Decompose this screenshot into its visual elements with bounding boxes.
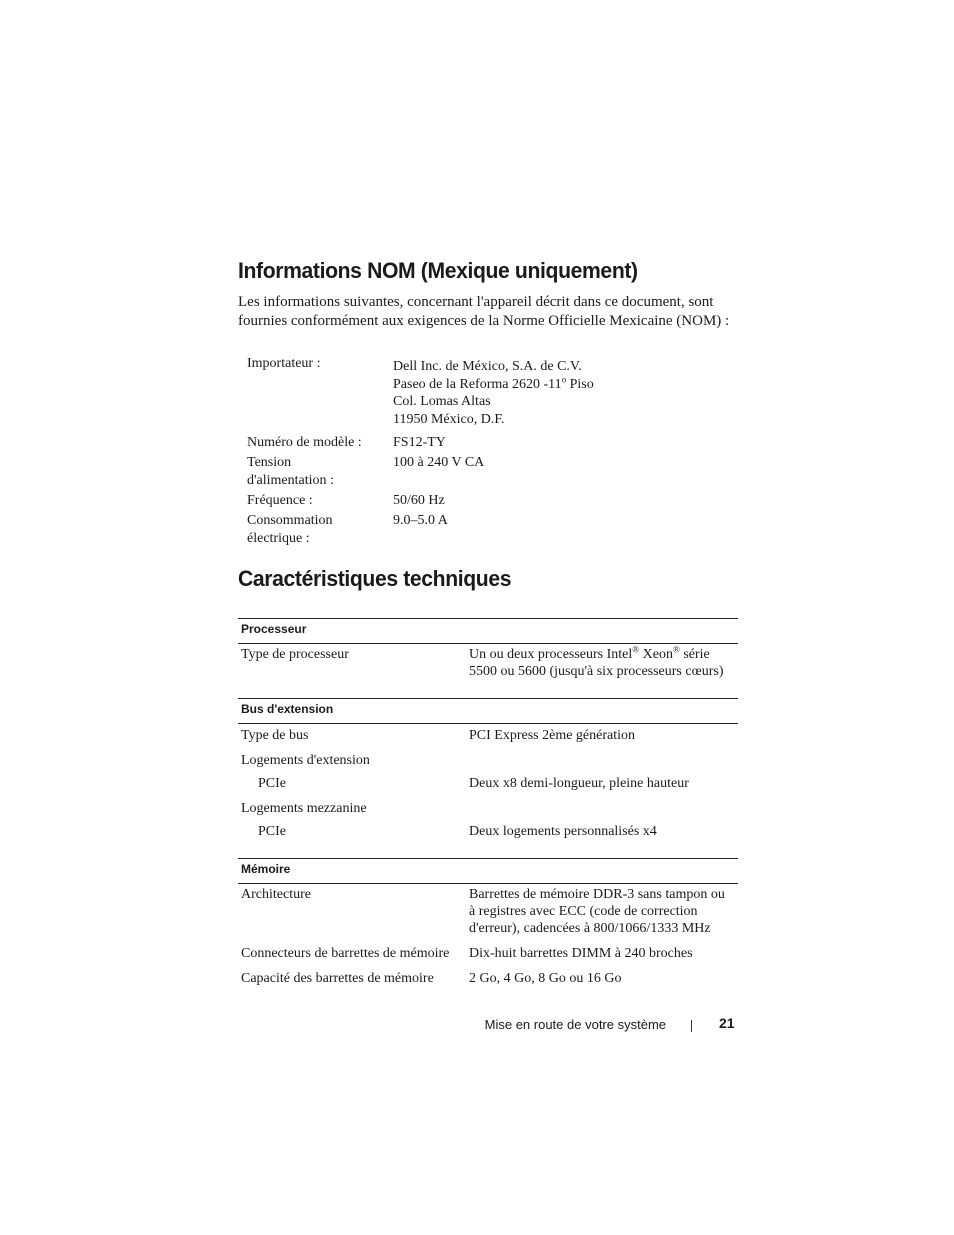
intro-line-2: fournies conformément aux exigences de la Norme Officielle Mexicaine (NOM) : [238, 313, 730, 329]
bus-type-label: Type de bus [241, 728, 309, 743]
modele-label: Numéro de modèle : [247, 435, 362, 450]
importateur-line-2: Paseo de la Reforma 2620 -11$^o$ Piso [393, 373, 594, 392]
table-row [238, 644, 738, 698]
registered-mark: ® [632, 644, 640, 655]
bus-type-value: PCI Express 2ème génération [469, 728, 636, 743]
processeur-type-value: Un ou deux processeurs Intel® Xeon® série 5500 ou 5600 (jusqu'à six processeurs cœurs) [469, 644, 724, 679]
frequence-value: 50/60 Hz [393, 493, 445, 508]
nom-intro [238, 293, 758, 331]
nom-heading: Informations NOM (Mexique uniquement) [238, 258, 638, 283]
mezzanine-label: Logements mezzanine [241, 801, 367, 816]
frequence-label: Fréquence : [247, 493, 313, 508]
logements-label: Logements d'extension [241, 753, 370, 768]
table-row [238, 884, 738, 1004]
importateur-line-4: 11950 México, D.F. [393, 411, 505, 427]
connecteurs-value: Dix-huit barrettes DIMM à 240 broches [469, 946, 693, 961]
pcie-label: PCIe [258, 776, 286, 791]
pcie-mezz-value: Deux logements personnalisés x4 [469, 824, 657, 839]
consommation-label: Consommation électrique : [247, 513, 333, 546]
specs-table [238, 618, 738, 1004]
tension-value: 100 à 240 V CA [393, 455, 485, 470]
section-header-processeur: Processeur [238, 618, 738, 644]
importateur-line-1: Dell Inc. de México, S.A. de C.V. [393, 359, 582, 374]
intro-line-1: Les informations suivantes, concernant l'appareil décrit dans ce document, sont [238, 294, 714, 310]
capacite-value: 2 Go, 4 Go, 8 Go ou 16 Go [469, 971, 622, 986]
pcie-mezz-label: PCIe [258, 824, 286, 839]
pcie-value: Deux x8 demi-longueur, pleine hauteur [469, 776, 689, 791]
footer-title: Mise en route de votre système [484, 1017, 666, 1032]
importateur-line-3: Col. Lomas Altas [393, 394, 491, 409]
processeur-type-label: Type de processeur [241, 647, 349, 662]
consommation-value: 9.0–5.0 A [393, 513, 448, 528]
importateur-value [393, 358, 693, 428]
section-header-memoire: Mémoire [238, 858, 738, 884]
architecture-value: Barrettes de mémoire DDR-3 sans tampon ou à registres avec ECC (code de correction d'erreur), cadencées à 800/1066/1333 MHz [469, 887, 725, 936]
architecture-label: Architecture [241, 887, 311, 902]
registered-mark: ® [672, 644, 680, 655]
specs-heading: Caractéristiques techniques [238, 566, 512, 591]
connecteurs-label: Connecteurs de barrettes de mémoire [241, 946, 450, 961]
page-footer [0, 1015, 954, 1035]
importateur-label: Importateur : [247, 356, 321, 371]
capacite-label: Capacité des barrettes de mémoire [241, 971, 434, 986]
modele-value: FS12-TY [393, 435, 446, 450]
page-number: 21 [719, 1015, 735, 1031]
tension-label: Tension d'alimentation : [247, 455, 334, 488]
section-header-bus: Bus d'extension [238, 698, 738, 724]
table-row [238, 724, 738, 858]
footer-separator [691, 1020, 692, 1032]
